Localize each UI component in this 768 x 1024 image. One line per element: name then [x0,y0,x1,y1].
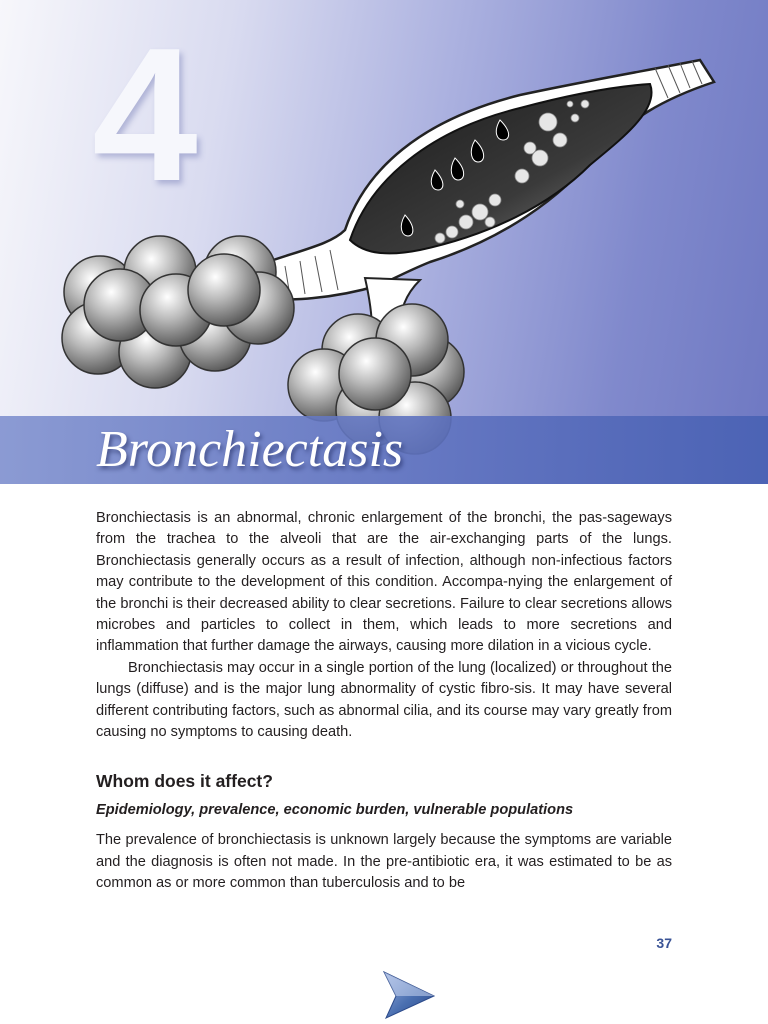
chapter-body [96,508,672,895]
next-page-arrow-icon[interactable] [382,970,436,1020]
section-heading: Whom does it affect? [96,771,273,792]
chapter-header [0,0,768,484]
chapter-number: 4 [92,9,198,221]
page-number: 37 [656,935,672,951]
section-subheading: Epidemiology, prevalence, economic burden, vulnerable populations [96,802,574,819]
section-paragraph: The prevalence of bronchiectasis is unknown largely because the symptoms are variable and the diagnosis is often not made. In the pre-antibiotic era, it was estimated to be as common as or more common than tuberculosis and to be [96,832,672,892]
chapter-title: Bronchiectasis [96,421,404,478]
intro-paragraph: Bronchiectasis is an abnormal, chronic enlargement of the bronchi, the pas-sageways from the trachea to the alveoli that are the air-exchanging parts of the lungs. Bronchiectasis generally occurs as a result of infection, although non-infectious factors may contribute to the development of this condition. Accompa-nying the enlargement of the bronchi is their decreased ability to clear secretions. Failure to clear secretions allows microbes and particles to collect in them, which leads to more secretions and inflammation that further damage the airways, causing more dilation in a vicious cycle. [96,510,672,655]
intro-paragraph-2: Bronchiectasis may occur in a single portion of the lung (localized) or throughout the lungs (diffuse) and is the major lung abnormality of cystic fibro-sis. It may have several different contributing factors, such as abnormal cilia, and its course may vary greatly from causing no symptoms to causing death. [96,659,672,741]
